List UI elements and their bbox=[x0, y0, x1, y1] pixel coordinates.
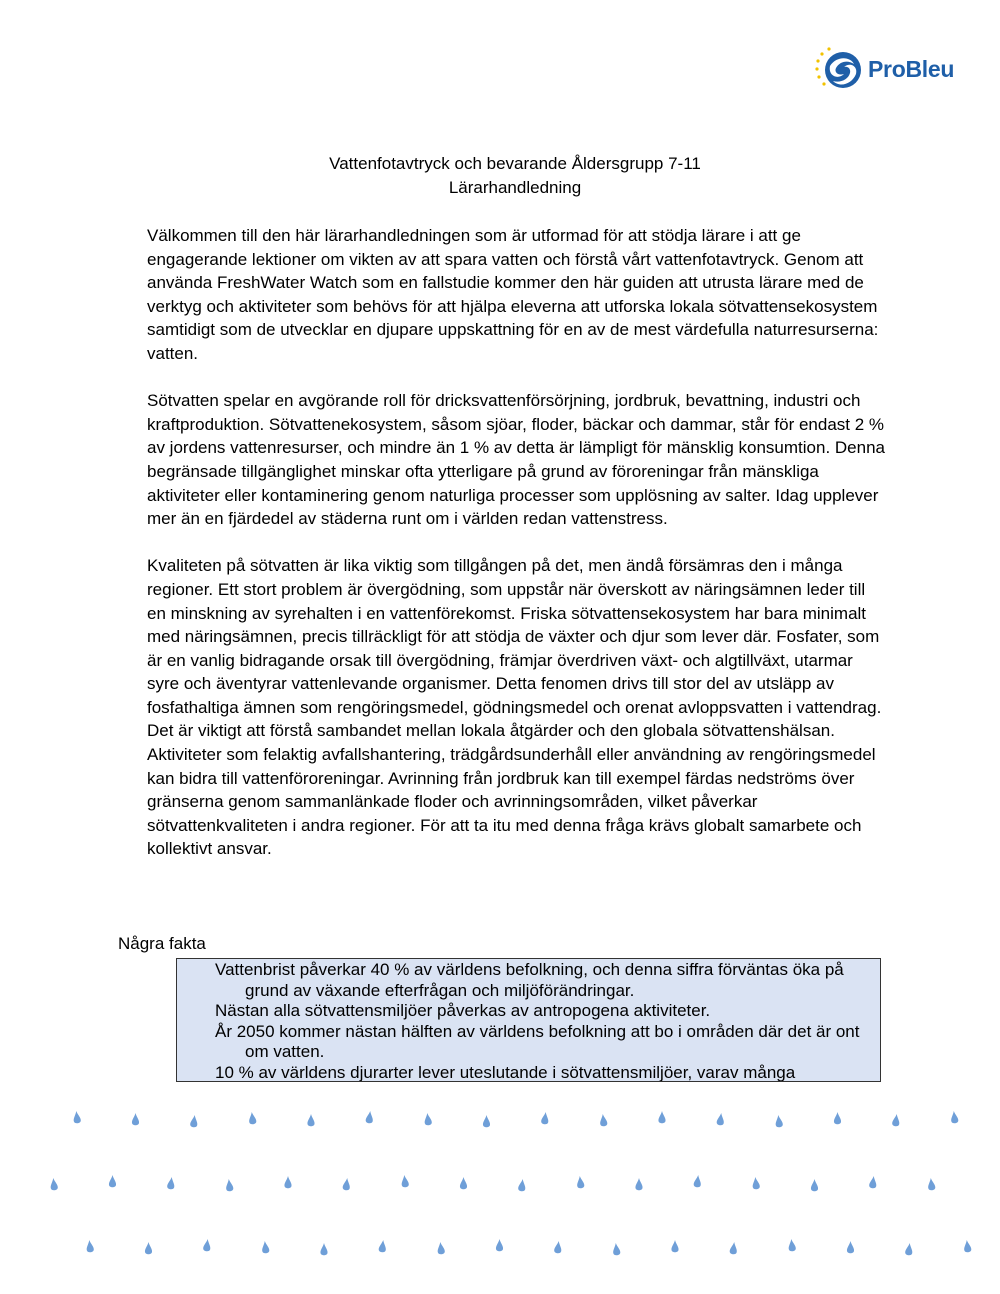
paragraph-intro: Välkommen till den här lärarhandledningen som är utformad för att stödja lärare i att ge engagerande lektioner om vikten av att spara vatten och förstå vårt vattenfotavtryck. Genom att använda FreshWater Watch som en fallstudie kommer den här guiden att utrusta lärare med de verktyg och aktiviteter som behövs för att hjälpa eleverna att utforska lokala sötvattensekosystem samtidigt som de utvecklar en djupare uppskattning för en av de mest värdefulla naturresurserna: vatten. bbox=[147, 226, 879, 363]
probleu-logo-icon bbox=[814, 44, 864, 94]
water-drop-icon bbox=[460, 1177, 467, 1189]
water-drop-icon bbox=[132, 1113, 139, 1125]
water-drop-icon bbox=[261, 1241, 269, 1254]
water-drop-icon bbox=[635, 1178, 642, 1190]
water-drop-icon bbox=[576, 1176, 584, 1189]
document-title bbox=[0, 152, 1000, 200]
water-drop-icon bbox=[950, 1111, 958, 1124]
water-drop-icon bbox=[834, 1112, 841, 1124]
fact-item: Nästan alla sötvattensmiljöer påverkas av antropogena aktiviteter. bbox=[215, 1001, 711, 1020]
water-drop-icon bbox=[847, 1241, 854, 1253]
water-drop-icon bbox=[167, 1177, 175, 1190]
water-drop-icon bbox=[869, 1176, 877, 1189]
water-drop-icon bbox=[927, 1178, 935, 1191]
water-drop-icon bbox=[342, 1178, 350, 1191]
water-drop-pattern bbox=[0, 1100, 1000, 1294]
water-drop-icon bbox=[775, 1115, 783, 1128]
water-drop-icon bbox=[963, 1240, 971, 1253]
water-drop-icon bbox=[788, 1239, 796, 1252]
water-drop-icon bbox=[225, 1179, 233, 1192]
water-drop-icon bbox=[752, 1177, 760, 1190]
water-drop-icon bbox=[424, 1113, 432, 1126]
water-drop-icon bbox=[190, 1115, 198, 1128]
water-drop-icon bbox=[365, 1111, 373, 1124]
water-drop-icon bbox=[145, 1242, 152, 1254]
water-drop-icon bbox=[729, 1242, 737, 1255]
water-drop-icon bbox=[86, 1240, 94, 1253]
water-drop-icon bbox=[73, 1111, 81, 1124]
water-drop-icon bbox=[284, 1176, 291, 1188]
logo-text: ProBleu bbox=[868, 55, 955, 82]
paragraph-water-quality: Kvaliteten på sötvatten är lika viktig som tillgången på det, men ändå försämras den i många regioner. Ett stort problem är övergödning, som uppstår när överskott av näringsämnen leder till en minskning av syrehalten i en vattenförekomst. Friska sötvattensekosystem har bara minimalt med näringsämnen, precis tillräckligt för att stödja de växter och djur som lever där. Fosfater, som är en vanlig bidragande orsak till övergödning, främjar överdriven växt- och algtillväxt, utarmar syre och äventyrar vattenlevande organismer. Detta fenomen drivs till stor del av utsläpp av fosfathaltiga ämnen som rengöringsmedel, gödningsmedel och orenat avloppsvatten i vattendrag. Det är viktigt att förstå sambandet mellan lokala åtgärder och den globala sötvattenshälsan. Aktiviteter som felaktig avfallshantering, trädgårdsunderhåll eller användning av rengöringsmedel kan bidra till vattenföroreningar. Avrinning från jordbruk kan till exempel färdas nedströms över gränserna genom sammanlänkade floder och avrinningsområden, vilket påverkar sötvattenkvaliteten i andra regioner. För att ta itu med denna fråga krävs globalt samarbete och kollektivt ansvar. bbox=[147, 556, 882, 859]
water-drop-icon bbox=[437, 1242, 445, 1255]
water-drop-icon bbox=[716, 1113, 724, 1126]
water-drop-icon bbox=[518, 1179, 526, 1192]
fact-item: 10 % av världens djurarter lever uteslutande i sötvattensmiljöer, varav många bbox=[215, 1062, 796, 1082]
water-drop-icon bbox=[496, 1239, 503, 1251]
water-drop-icon bbox=[905, 1243, 913, 1256]
water-drop-icon bbox=[671, 1240, 678, 1252]
title-line-1: Vattenfotavtryck och bevarande Åldersgrupp 7-11 bbox=[329, 154, 701, 173]
water-drop-icon bbox=[599, 1114, 607, 1127]
water-drop-icon bbox=[554, 1241, 562, 1254]
body-text bbox=[147, 224, 887, 885]
water-drop-icon bbox=[50, 1178, 58, 1191]
facts-heading: Några fakta bbox=[118, 934, 206, 953]
water-drop-icon bbox=[320, 1243, 327, 1255]
water-drop-icon bbox=[203, 1239, 211, 1252]
water-drop-icon bbox=[541, 1112, 549, 1125]
water-drop-icon bbox=[248, 1112, 256, 1125]
water-drop-icon bbox=[693, 1175, 701, 1188]
fact-item: År 2050 kommer nästan hälften av världens befolkning att bo i områden där det är ont om vatten. bbox=[215, 1021, 860, 1061]
water-drop-icon bbox=[401, 1175, 409, 1188]
water-drop-icon bbox=[612, 1243, 620, 1256]
water-drop-icon bbox=[307, 1114, 314, 1126]
water-drop-icon bbox=[109, 1175, 116, 1187]
water-drop-icon bbox=[811, 1179, 818, 1191]
facts-box bbox=[176, 958, 881, 1082]
title-line-2: Lärarhandledning bbox=[448, 178, 582, 197]
water-drop-icon bbox=[892, 1114, 900, 1127]
fact-item: Vattenbrist påverkar 40 % av världens befolkning, och denna siffra förväntas öka på grund av växande efterfrågan och miljöförändringar. bbox=[215, 960, 844, 1000]
water-drop-icon bbox=[483, 1115, 490, 1127]
paragraph-freshwater-role: Sötvatten spelar en avgörande roll för dricksvattenförsörjning, jordbruk, bevattning, industri och kraftproduktion. Sötvattenekosystem, såsom sjöar, floder, bäckar och dammar, står för endast 2 % av jordens vattenresurser, och mindre än 1 % av detta är lämpligt för mänsklig konsumtion. Denna begränsade tillgänglighet minskar ofta ytterligare på grund av föroreningar från mänskliga aktiviteter eller kontaminering genom naturliga processer som upplösning av salter. Idag upplever mer än en fjärdedel av städerna runt om i världen redan vattenstress. bbox=[147, 391, 885, 529]
water-drop-icon bbox=[378, 1240, 386, 1253]
probleu-logo bbox=[814, 44, 954, 94]
water-drop-icon bbox=[658, 1111, 665, 1123]
